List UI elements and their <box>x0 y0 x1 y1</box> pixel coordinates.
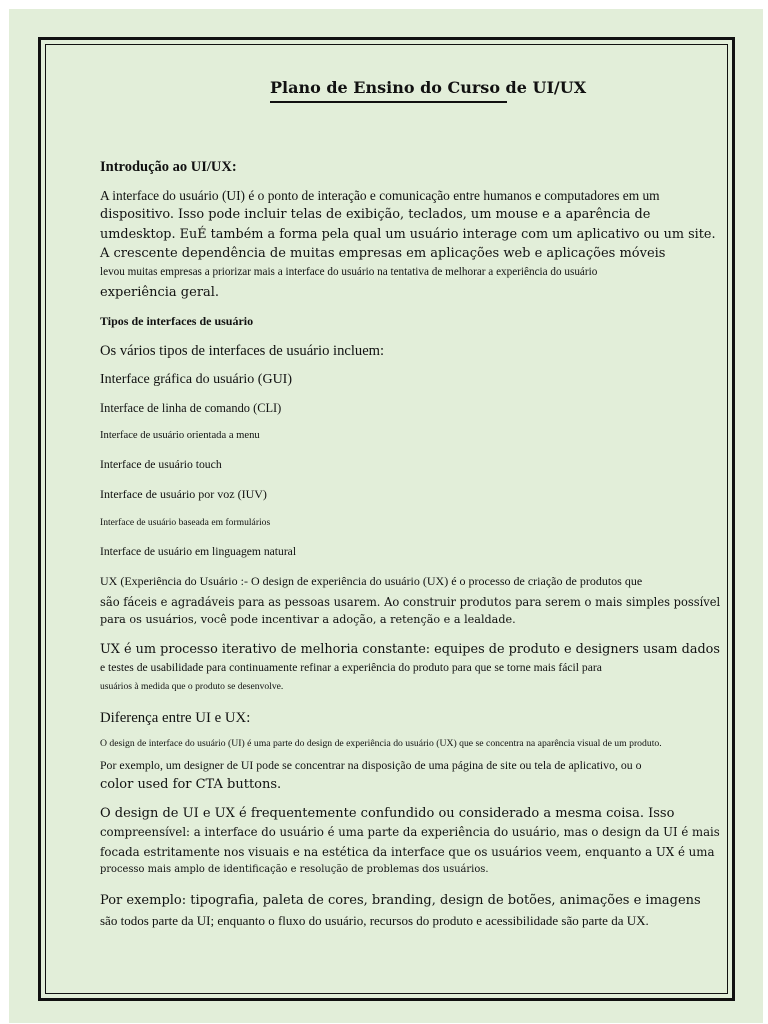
type-item: Interface de usuário por voz (IUV) <box>100 487 267 501</box>
confused-line: O design de UI e UX é frequentemente confundido ou considerado a mesma coisa. Isso <box>100 806 675 821</box>
intro-line: A crescente dependência de muitas empresas em aplicações web e aplicações móveis <box>100 246 666 261</box>
example-line: são todos parte da UI; enquanto o fluxo do usuário, recursos do produto e acessibilidade são parte da UX. <box>100 913 649 928</box>
type-item: Interface de usuário baseada em formulários <box>100 517 271 528</box>
intro-line: experiência geral. <box>100 285 220 300</box>
type-item: Interface de linha de comando (CLI) <box>100 401 282 415</box>
confused-line: compreensível: a interface do usuário é uma parte da experiência do usuário, mas o design da UI é mais <box>100 825 720 839</box>
diff-line: color used for CTA buttons. <box>100 777 282 792</box>
title-underline <box>270 101 507 103</box>
intro-line: umdesktop. EuÉ também a forma pela qual um usuário interage com um aplicativo ou um site. <box>100 227 716 242</box>
intro-line: levou muitas empresas a priorizar mais a interface do usuário na tentativa de melhorar a experiência do usuário <box>100 266 598 278</box>
diff-heading: Diferença entre UI e UX: <box>100 710 251 726</box>
example-line: Por exemplo: tipografia, paleta de cores, branding, design de botões, animações e imagens <box>100 893 701 908</box>
ux-line: para os usuários, você pode incentivar a adoção, a retenção e a lealdade. <box>100 613 516 626</box>
type-item: Interface de usuário touch <box>100 458 222 471</box>
iterative-line: e testes de usabilidade para continuamente refinar a experiência do produto para que se torne mais fácil para <box>100 661 602 674</box>
types-intro: Os vários tipos de interfaces de usuário incluem: <box>100 343 385 359</box>
diff-line: O design de interface do usuário (UI) é uma parte do design de experiência do usuário (UX) que se concentra na aparência visual de um produto. <box>100 738 662 749</box>
confused-line: focada estritamente nos visuais e na estética da interface que os usuários veem, enquanto a UX é uma <box>100 845 715 859</box>
intro-line: A interface do usuário (UI) é o ponto de interação e comunicação entre humanos e computadores em um <box>100 188 660 203</box>
diff-line: Por exemplo, um designer de UI pode se concentrar na disposição de uma página de site ou tela de aplicativo, ou o <box>100 758 642 772</box>
intro-line: dispositivo. Isso pode incluir telas de exibição, teclados, um mouse e a aparência de <box>100 207 651 222</box>
page-title: Plano de Ensino do Curso de UI/UX <box>270 78 587 97</box>
type-item: Interface de usuário orientada a menu <box>100 430 260 441</box>
ux-line: UX (Experiência do Usuário :- O design de experiência do usuário (UX) é o processo de criação de produtos que <box>100 574 643 588</box>
ux-line: são fáceis e agradáveis para as pessoas usarem. Ao construir produtos para serem o mais simples possível <box>100 594 721 609</box>
iterative-line: usuários à medida que o produto se desenvolve. <box>100 681 284 692</box>
type-item: Interface gráfica do usuário (GUI) <box>100 372 293 387</box>
confused-line: processo mais amplo de identificação e resolução de problemas dos usuários. <box>100 864 489 875</box>
types-heading: Tipos de interfaces de usuário <box>100 314 254 328</box>
type-item: Interface de usuário em linguagem natural <box>100 545 297 558</box>
iterative-line: UX é um processo iterativo de melhoria constante: equipes de produto e designers usam dados <box>100 642 720 657</box>
intro-heading: Introdução ao UI/UX: <box>100 159 237 175</box>
